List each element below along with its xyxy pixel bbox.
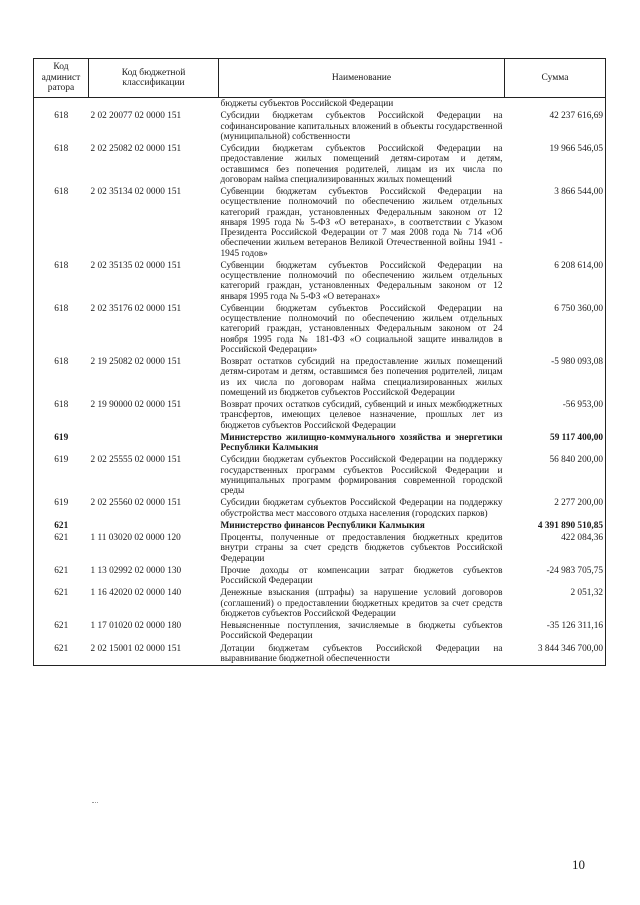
cell-budget-code: 2 02 35176 02 0000 151 xyxy=(90,303,182,314)
cell-budget-code: 2 02 25082 02 0000 151 xyxy=(90,144,182,154)
cell-name: Субсидии бюджетам субъектов Российской Федерации на предоставление жилых помещений детям-сиротам и детям, оставшимся без попечения родителей, лицам из их числа по договорам найма специализированных жилых помещений xyxy=(220,144,503,185)
cell-admin-code: 621 xyxy=(34,620,89,643)
cell-admin-code: 618 xyxy=(34,186,89,260)
cell-budget-code: 2 02 15001 02 0000 151 xyxy=(89,643,219,666)
cell-admin-code: 621 xyxy=(34,565,89,588)
cell-sum: 3 844 346 700,00 xyxy=(505,643,606,666)
table-row xyxy=(34,260,606,303)
table-body xyxy=(34,98,606,666)
cell-name: Прочие доходы от компенсации затрат бюджетов субъектов Российской Федерации xyxy=(220,565,503,586)
cell-admin-code: 621 xyxy=(34,520,89,532)
cell-name: Проценты, полученные от предоставления бюджетных кредитов внутри страны за счет средств бюджетов субъектов Российской Федерации xyxy=(220,533,503,564)
cell-admin-code: 618 xyxy=(34,143,89,186)
cell-name: Возврат прочих остатков субсидий, субвенций и иных межбюджетных трансфертов, имеющих целевое назначение, прошлых лет из бюджетов субъектов Российской Федерации xyxy=(220,400,503,431)
cell-budget-code: 1 13 02992 02 0000 130 xyxy=(90,565,182,576)
table-row xyxy=(34,565,606,588)
cell-name: Возврат остатков субсидий на предоставление жилых помещений детям-сиротам и детям, оставшимся без попечения родителей, лицам из их числа по договорам найма специализированных жилых помещений из бюджетов субъектов Российской Федерации xyxy=(220,357,503,398)
cell-budget-code: 2 19 25082 02 0000 151 xyxy=(90,357,182,367)
cell-sum: 2 051,32 xyxy=(505,587,606,620)
cell-budget-code: 1 16 42020 02 0000 140 xyxy=(90,588,182,599)
cell-admin-code: 618 xyxy=(34,399,89,432)
cell-sum: -35 126 311,16 xyxy=(505,620,606,643)
cell-sum: 6 208 614,00 xyxy=(505,260,606,303)
cell-sum: -24 983 705,75 xyxy=(505,565,606,588)
cell-admin-code: 618 xyxy=(34,356,89,399)
table-row xyxy=(34,532,606,565)
cell-admin-code: 621 xyxy=(34,587,89,620)
cell-admin-code xyxy=(34,98,89,111)
cell-budget-code: 2 02 35135 02 0000 151 xyxy=(90,260,182,271)
cell-name: Субвенции бюджетам субъектов Российской Федерации на осуществление полномочий по обеспечению жильем отдельных категорий граждан, установленных Федеральным законом от 12 января 1995 года № 5-ФЗ «О ветеранах» xyxy=(220,260,503,302)
cell-sum xyxy=(505,98,606,111)
cell-name: Денежные взыскания (штрафы) за нарушение условий договоров (соглашений) о предоставлении бюджетных кредитов за счет средств бюджетов субъектов Российской Федерации xyxy=(220,588,503,619)
table-row xyxy=(34,520,606,532)
table-row xyxy=(34,643,606,666)
header-admin-code: Код админист ратора xyxy=(34,59,89,98)
cell-admin-code: 621 xyxy=(34,643,89,666)
table-header-row xyxy=(34,59,606,98)
table-row xyxy=(34,186,606,260)
table-row xyxy=(34,143,606,186)
table-row xyxy=(34,620,606,643)
cell-admin-code: 618 xyxy=(34,260,89,303)
cell-name: Субсидии бюджетам субъектов Российской Федерации на поддержку обустройства мест массового отдыха населения (городских парков) xyxy=(220,498,503,519)
table-row xyxy=(34,110,606,143)
cell-name: Субвенции бюджетам субъектов Российской Федерации на осуществление полномочий по обеспечению жильем отдельных категорий граждан, установленных Федеральным законом от 12 января 1995 года № 5-ФЗ «О ветеранах», в соответствии с Указом Президента Российской Федерации от 7 мая 2008 года № 714 «Об обеспечении жильем ветеранов Великой Отечественной войны 1941 - 1945 годов» xyxy=(220,187,503,259)
cell-sum: 56 840 200,00 xyxy=(505,454,606,497)
table-row xyxy=(34,98,606,111)
cell-sum: 422 084,36 xyxy=(505,532,606,565)
cell-name: Субвенции бюджетам субъектов Российской Федерации на осуществление полномочий по обеспечению жильем отдельных категорий граждан, установленных Федеральным законом от 24 ноября 1995 года № 181-ФЗ «О социальной защите инвалидов в Российской Федерации» xyxy=(220,303,503,355)
cell-name: бюджеты субъектов Российской Федерации xyxy=(220,99,394,109)
header-sum: Сумма xyxy=(505,59,606,98)
table-row xyxy=(34,356,606,399)
table-row xyxy=(34,454,606,497)
cell-budget-code xyxy=(89,520,219,532)
cell-admin-code: 618 xyxy=(34,110,89,143)
cell-budget-code: 1 11 03020 02 0000 120 xyxy=(90,533,181,543)
cell-budget-code: 2 02 25555 02 0000 151 xyxy=(90,455,182,466)
cell-sum: 19 966 546,05 xyxy=(505,143,606,186)
cell-name: Дотации бюджетам субъектов Российской Федерации на выравнивание бюджетной обеспеченности xyxy=(220,643,503,664)
cell-name: Субсидии бюджетам субъектов Российской Федерации на поддержку государственных программ субъектов Российской Федерации и муниципальных программ формирования современной городской среды xyxy=(220,455,503,496)
page-number: 10 xyxy=(572,857,585,872)
cell-sum: 4 391 890 510,85 xyxy=(505,520,606,532)
cell-budget-code xyxy=(89,98,219,111)
margin-mark xyxy=(92,802,98,803)
cell-admin-code: 621 xyxy=(34,532,89,565)
cell-name: Министерство финансов Республики Калмыкия xyxy=(220,520,425,531)
table-row xyxy=(34,303,606,356)
budget-table xyxy=(33,58,606,666)
cell-sum: 59 117 400,00 xyxy=(505,432,606,455)
cell-name: Министерство жилищно-коммунального хозяйства и энергетики Республики Калмыкия xyxy=(220,432,503,453)
cell-sum: -56 953,00 xyxy=(505,399,606,432)
cell-admin-code: 619 xyxy=(34,454,89,497)
header-name: Наименование xyxy=(219,59,505,98)
cell-sum: 42 237 616,69 xyxy=(505,110,606,143)
cell-sum: 2 277 200,00 xyxy=(505,497,606,520)
cell-budget-code: 2 02 20077 02 0000 151 xyxy=(90,111,182,122)
cell-budget-code: 1 17 01020 02 0000 180 xyxy=(90,621,182,631)
cell-admin-code: 618 xyxy=(34,303,89,356)
table-row xyxy=(34,497,606,520)
cell-sum: 3 866 544,00 xyxy=(505,186,606,260)
table-row xyxy=(34,587,606,620)
cell-admin-code: 619 xyxy=(34,432,89,455)
cell-budget-code xyxy=(89,432,219,455)
cell-budget-code: 2 19 90000 02 0000 151 xyxy=(90,400,182,410)
cell-sum: -5 980 093,08 xyxy=(505,356,606,399)
cell-admin-code: 619 xyxy=(34,497,89,520)
table-row xyxy=(34,432,606,455)
table-row xyxy=(34,399,606,432)
cell-budget-code: 2 02 25560 02 0000 151 xyxy=(90,498,182,509)
cell-sum: 6 750 360,00 xyxy=(505,303,606,356)
cell-name: Невыясненные поступления, зачисляемые в бюджеты субъектов Российской Федерации xyxy=(220,621,503,642)
cell-budget-code: 2 02 35134 02 0000 151 xyxy=(90,187,182,197)
header-budget-code: Код бюджетной классификации xyxy=(89,59,219,98)
cell-name: Субсидии бюджетам субъектов Российской Федерации на софинансирование капитальных вложений в объекты государственной (муниципальной) собственности xyxy=(220,111,503,142)
